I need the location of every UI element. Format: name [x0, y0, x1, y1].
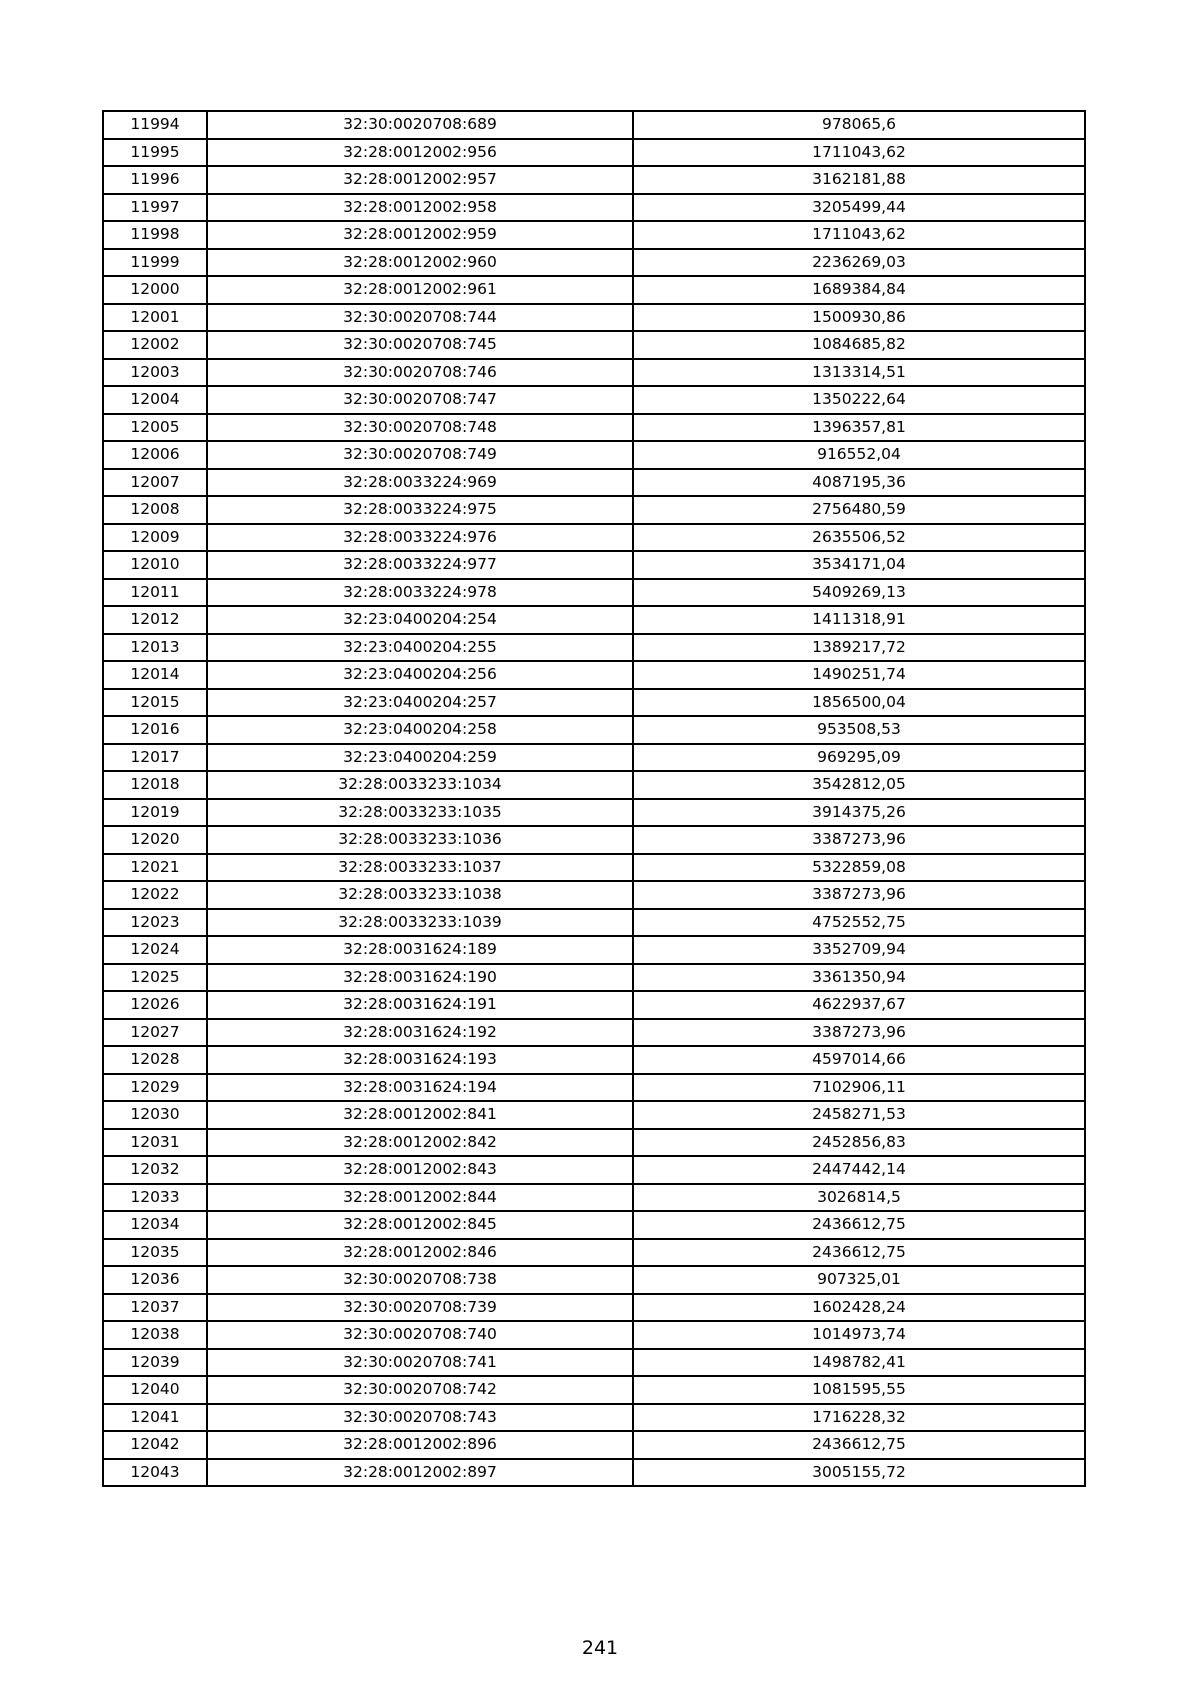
cadastral-number-cell: 32:28:0012002:841 [207, 1101, 633, 1129]
value-cell: 3387273,96 [633, 881, 1085, 909]
value-cell: 916552,04 [633, 441, 1085, 469]
table-row [103, 854, 1085, 882]
value-cell: 1350222,64 [633, 386, 1085, 414]
value-cell: 2436612,75 [633, 1211, 1085, 1239]
cadastral-number-cell: 32:28:0012002:897 [207, 1459, 633, 1487]
row-number-cell: 12012 [103, 606, 207, 634]
row-number-cell: 12002 [103, 331, 207, 359]
value-cell: 978065,6 [633, 111, 1085, 139]
table-row [103, 276, 1085, 304]
row-number-cell: 12007 [103, 469, 207, 497]
cadastral-number-cell: 32:28:0033233:1038 [207, 881, 633, 909]
cadastral-number-cell: 32:28:0033224:975 [207, 496, 633, 524]
value-cell: 1856500,04 [633, 689, 1085, 717]
cadastral-number-cell: 32:23:0400204:257 [207, 689, 633, 717]
row-number-cell: 12010 [103, 551, 207, 579]
value-cell: 1389217,72 [633, 634, 1085, 662]
row-number-cell: 12024 [103, 936, 207, 964]
cadastral-number-cell: 32:28:0033233:1037 [207, 854, 633, 882]
cadastral-number-cell: 32:30:0020708:749 [207, 441, 633, 469]
value-cell: 1084685,82 [633, 331, 1085, 359]
value-cell: 2236269,03 [633, 249, 1085, 277]
table-row [103, 551, 1085, 579]
row-number-cell: 11994 [103, 111, 207, 139]
cadastral-number-cell: 32:28:0012002:845 [207, 1211, 633, 1239]
value-cell: 1081595,55 [633, 1376, 1085, 1404]
row-number-cell: 12015 [103, 689, 207, 717]
cadastral-number-cell: 32:28:0012002:960 [207, 249, 633, 277]
value-cell: 5322859,08 [633, 854, 1085, 882]
cadastral-number-cell: 32:28:0031624:189 [207, 936, 633, 964]
value-cell: 2447442,14 [633, 1156, 1085, 1184]
row-number-cell: 12037 [103, 1294, 207, 1322]
table-row [103, 1376, 1085, 1404]
cadastral-number-cell: 32:23:0400204:254 [207, 606, 633, 634]
row-number-cell: 12003 [103, 359, 207, 387]
value-cell: 4752552,75 [633, 909, 1085, 937]
cadastral-number-cell: 32:28:0012002:846 [207, 1239, 633, 1267]
cadastral-number-cell: 32:30:0020708:741 [207, 1349, 633, 1377]
table-row [103, 579, 1085, 607]
table-row [103, 1129, 1085, 1157]
table-row [103, 1239, 1085, 1267]
row-number-cell: 12041 [103, 1404, 207, 1432]
cadastral-number-cell: 32:28:0012002:842 [207, 1129, 633, 1157]
table-body [103, 111, 1085, 1486]
table-row [103, 771, 1085, 799]
row-number-cell: 12005 [103, 414, 207, 442]
row-number-cell: 12040 [103, 1376, 207, 1404]
value-cell: 3205499,44 [633, 194, 1085, 222]
cadastral-number-cell: 32:30:0020708:738 [207, 1266, 633, 1294]
table-row [103, 1294, 1085, 1322]
table-row [103, 661, 1085, 689]
value-cell: 2436612,75 [633, 1431, 1085, 1459]
value-cell: 969295,09 [633, 744, 1085, 772]
cadastral-number-cell: 32:28:0031624:190 [207, 964, 633, 992]
row-number-cell: 12027 [103, 1019, 207, 1047]
table-row [103, 139, 1085, 167]
value-cell: 4597014,66 [633, 1046, 1085, 1074]
cadastral-number-cell: 32:28:0012002:956 [207, 139, 633, 167]
cadastral-number-cell: 32:28:0012002:844 [207, 1184, 633, 1212]
cadastral-number-cell: 32:28:0031624:193 [207, 1046, 633, 1074]
table-row [103, 221, 1085, 249]
row-number-cell: 12032 [103, 1156, 207, 1184]
cadastral-number-cell: 32:28:0012002:957 [207, 166, 633, 194]
cadastral-number-cell: 32:28:0033233:1034 [207, 771, 633, 799]
table-row [103, 689, 1085, 717]
cadastral-value-table [102, 110, 1086, 1487]
value-cell: 1411318,91 [633, 606, 1085, 634]
table-row [103, 881, 1085, 909]
row-number-cell: 12006 [103, 441, 207, 469]
cadastral-number-cell: 32:30:0020708:740 [207, 1321, 633, 1349]
cadastral-number-cell: 32:30:0020708:689 [207, 111, 633, 139]
row-number-cell: 12031 [103, 1129, 207, 1157]
table-row [103, 166, 1085, 194]
row-number-cell: 11997 [103, 194, 207, 222]
cadastral-number-cell: 32:28:0033224:976 [207, 524, 633, 552]
row-number-cell: 11995 [103, 139, 207, 167]
value-cell: 1711043,62 [633, 139, 1085, 167]
row-number-cell: 12013 [103, 634, 207, 662]
table-row [103, 496, 1085, 524]
table-row [103, 1101, 1085, 1129]
row-number-cell: 12019 [103, 799, 207, 827]
table-row [103, 304, 1085, 332]
row-number-cell: 12017 [103, 744, 207, 772]
row-number-cell: 12011 [103, 579, 207, 607]
row-number-cell: 12000 [103, 276, 207, 304]
row-number-cell: 12020 [103, 826, 207, 854]
table-row [103, 1156, 1085, 1184]
row-number-cell: 12016 [103, 716, 207, 744]
value-cell: 3387273,96 [633, 826, 1085, 854]
cadastral-number-cell: 32:28:0012002:843 [207, 1156, 633, 1184]
cadastral-number-cell: 32:23:0400204:258 [207, 716, 633, 744]
table-row [103, 441, 1085, 469]
table-row [103, 1349, 1085, 1377]
value-cell: 2458271,53 [633, 1101, 1085, 1129]
table-row [103, 716, 1085, 744]
table-row [103, 991, 1085, 1019]
table-row [103, 414, 1085, 442]
cadastral-number-cell: 32:30:0020708:748 [207, 414, 633, 442]
table-row [103, 606, 1085, 634]
table-row [103, 936, 1085, 964]
table-row [103, 1431, 1085, 1459]
row-number-cell: 11996 [103, 166, 207, 194]
table-row [103, 1321, 1085, 1349]
cadastral-number-cell: 32:28:0012002:958 [207, 194, 633, 222]
value-cell: 2436612,75 [633, 1239, 1085, 1267]
cadastral-number-cell: 32:28:0033224:978 [207, 579, 633, 607]
table-row [103, 1019, 1085, 1047]
value-cell: 3361350,94 [633, 964, 1085, 992]
value-cell: 2756480,59 [633, 496, 1085, 524]
row-number-cell: 12014 [103, 661, 207, 689]
row-number-cell: 12029 [103, 1074, 207, 1102]
cadastral-number-cell: 32:28:0033224:977 [207, 551, 633, 579]
cadastral-number-cell: 32:28:0012002:959 [207, 221, 633, 249]
row-number-cell: 12043 [103, 1459, 207, 1487]
table-row [103, 1266, 1085, 1294]
cadastral-number-cell: 32:28:0033233:1036 [207, 826, 633, 854]
table-row [103, 469, 1085, 497]
value-cell: 1689384,84 [633, 276, 1085, 304]
row-number-cell: 12039 [103, 1349, 207, 1377]
table-row [103, 1184, 1085, 1212]
cadastral-number-cell: 32:28:0033233:1039 [207, 909, 633, 937]
cadastral-number-cell: 32:23:0400204:256 [207, 661, 633, 689]
cadastral-number-cell: 32:30:0020708:746 [207, 359, 633, 387]
row-number-cell: 12026 [103, 991, 207, 1019]
row-number-cell: 12035 [103, 1239, 207, 1267]
row-number-cell: 12009 [103, 524, 207, 552]
table-row [103, 249, 1085, 277]
table-row [103, 1459, 1085, 1487]
value-cell: 4622937,67 [633, 991, 1085, 1019]
row-number-cell: 12021 [103, 854, 207, 882]
cadastral-number-cell: 32:28:0033233:1035 [207, 799, 633, 827]
cadastral-number-cell: 32:30:0020708:747 [207, 386, 633, 414]
value-cell: 3005155,72 [633, 1459, 1085, 1487]
cadastral-number-cell: 32:23:0400204:255 [207, 634, 633, 662]
table-row [103, 634, 1085, 662]
row-number-cell: 12042 [103, 1431, 207, 1459]
row-number-cell: 12018 [103, 771, 207, 799]
value-cell: 1711043,62 [633, 221, 1085, 249]
cadastral-number-cell: 32:28:0031624:191 [207, 991, 633, 1019]
value-cell: 5409269,13 [633, 579, 1085, 607]
value-cell: 907325,01 [633, 1266, 1085, 1294]
value-cell: 1490251,74 [633, 661, 1085, 689]
table-row [103, 194, 1085, 222]
value-cell: 4087195,36 [633, 469, 1085, 497]
cadastral-number-cell: 32:30:0020708:742 [207, 1376, 633, 1404]
table-row [103, 331, 1085, 359]
row-number-cell: 12028 [103, 1046, 207, 1074]
row-number-cell: 11999 [103, 249, 207, 277]
table-row [103, 1211, 1085, 1239]
value-cell: 1396357,81 [633, 414, 1085, 442]
value-cell: 3026814,5 [633, 1184, 1085, 1212]
value-cell: 3914375,26 [633, 799, 1085, 827]
row-number-cell: 12034 [103, 1211, 207, 1239]
value-cell: 7102906,11 [633, 1074, 1085, 1102]
row-number-cell: 12033 [103, 1184, 207, 1212]
value-cell: 3387273,96 [633, 1019, 1085, 1047]
page-number: 241 [581, 1637, 619, 1659]
table-row [103, 744, 1085, 772]
row-number-cell: 12030 [103, 1101, 207, 1129]
table-row [103, 359, 1085, 387]
table-row [103, 1046, 1085, 1074]
row-number-cell: 12023 [103, 909, 207, 937]
value-cell: 3542812,05 [633, 771, 1085, 799]
value-cell: 1014973,74 [633, 1321, 1085, 1349]
cadastral-number-cell: 32:30:0020708:739 [207, 1294, 633, 1322]
value-cell: 1500930,86 [633, 304, 1085, 332]
row-number-cell: 12025 [103, 964, 207, 992]
value-cell: 1716228,32 [633, 1404, 1085, 1432]
cadastral-number-cell: 32:30:0020708:743 [207, 1404, 633, 1432]
value-cell: 1313314,51 [633, 359, 1085, 387]
row-number-cell: 12004 [103, 386, 207, 414]
row-number-cell: 12036 [103, 1266, 207, 1294]
row-number-cell: 11998 [103, 221, 207, 249]
table-row [103, 964, 1085, 992]
table-row [103, 909, 1085, 937]
cadastral-number-cell: 32:28:0012002:961 [207, 276, 633, 304]
cadastral-number-cell: 32:28:0012002:896 [207, 1431, 633, 1459]
value-cell: 1602428,24 [633, 1294, 1085, 1322]
row-number-cell: 12022 [103, 881, 207, 909]
value-cell: 1498782,41 [633, 1349, 1085, 1377]
cadastral-number-cell: 32:28:0031624:192 [207, 1019, 633, 1047]
value-cell: 2635506,52 [633, 524, 1085, 552]
table-row [103, 524, 1085, 552]
cadastral-number-cell: 32:30:0020708:744 [207, 304, 633, 332]
value-cell: 3352709,94 [633, 936, 1085, 964]
value-cell: 3534171,04 [633, 551, 1085, 579]
cadastral-number-cell: 32:28:0031624:194 [207, 1074, 633, 1102]
table-row [103, 1074, 1085, 1102]
table-row [103, 1404, 1085, 1432]
table-row [103, 386, 1085, 414]
table-row [103, 111, 1085, 139]
value-cell: 3162181,88 [633, 166, 1085, 194]
table-row [103, 826, 1085, 854]
cadastral-number-cell: 32:23:0400204:259 [207, 744, 633, 772]
cadastral-number-cell: 32:30:0020708:745 [207, 331, 633, 359]
row-number-cell: 12008 [103, 496, 207, 524]
value-cell: 2452856,83 [633, 1129, 1085, 1157]
cadastral-number-cell: 32:28:0033224:969 [207, 469, 633, 497]
table-row [103, 799, 1085, 827]
value-cell: 953508,53 [633, 716, 1085, 744]
row-number-cell: 12038 [103, 1321, 207, 1349]
row-number-cell: 12001 [103, 304, 207, 332]
